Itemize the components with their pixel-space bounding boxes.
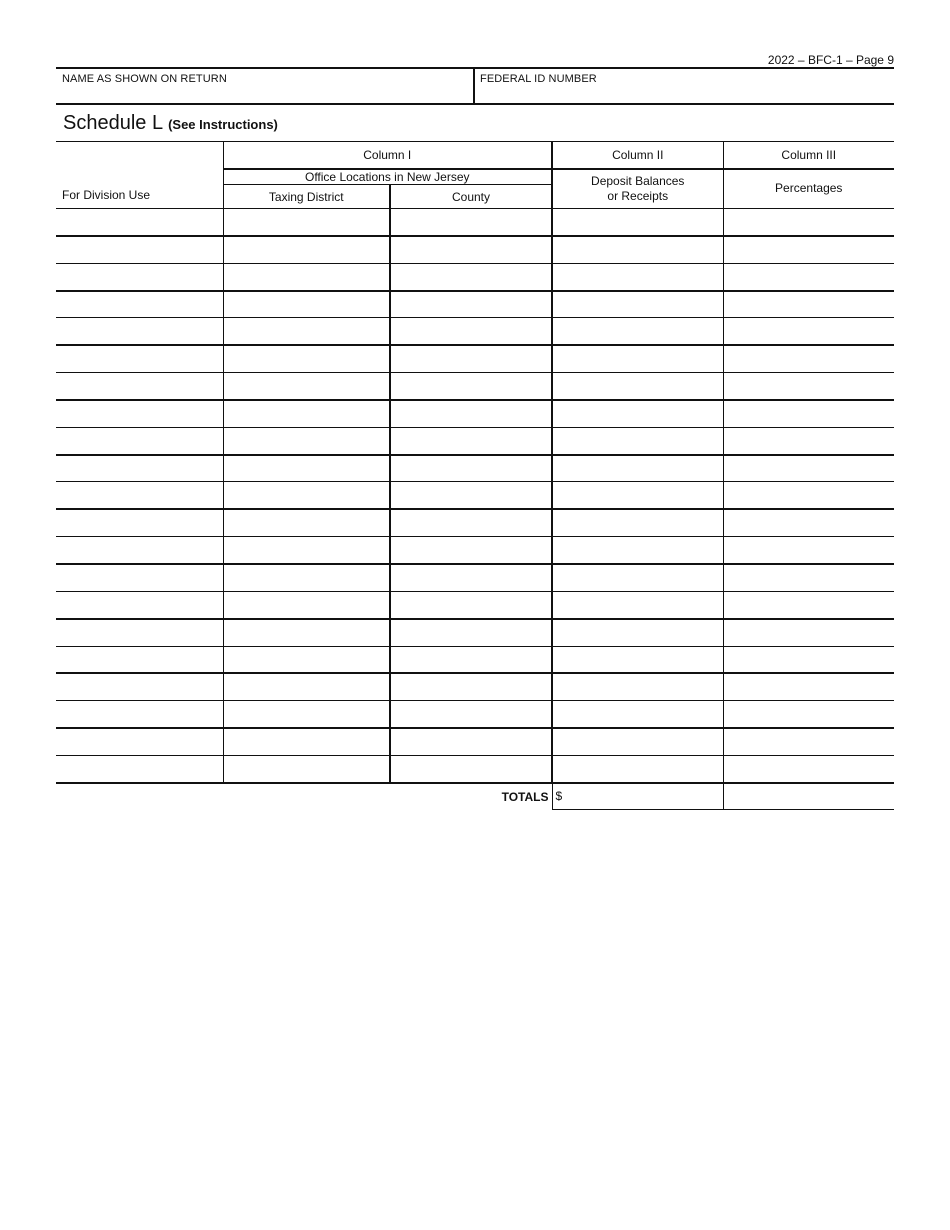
column-1-header: Column I [223, 142, 552, 169]
percentage-cell[interactable] [723, 345, 894, 372]
deposit-balance-cell[interactable] [552, 482, 723, 509]
division-use-cell[interactable] [56, 236, 223, 263]
deposit-balance-cell[interactable] [552, 263, 723, 290]
percentage-cell[interactable] [723, 755, 894, 782]
division-use-cell[interactable] [56, 291, 223, 318]
percentage-cell[interactable] [723, 291, 894, 318]
taxing-district-cell[interactable] [223, 236, 390, 263]
deposit-balance-cell[interactable] [552, 209, 723, 236]
county-cell[interactable] [390, 509, 552, 536]
division-use-cell[interactable] [56, 591, 223, 618]
county-cell[interactable] [390, 728, 552, 755]
taxing-district-cell[interactable] [223, 482, 390, 509]
county-cell[interactable] [390, 427, 552, 454]
table-row [56, 455, 894, 482]
table-row [56, 755, 894, 782]
taxing-district-cell[interactable] [223, 509, 390, 536]
name-field-label: NAME AS SHOWN ON RETURN [62, 73, 227, 85]
percentage-cell[interactable] [723, 373, 894, 400]
totals-percentage-input[interactable] [723, 783, 894, 810]
header-divider [473, 69, 475, 103]
deposit-balance-cell[interactable] [552, 509, 723, 536]
taxing-district-cell[interactable] [223, 564, 390, 591]
percentage-cell[interactable] [723, 673, 894, 700]
taxing-district-cell[interactable] [223, 345, 390, 372]
percentage-cell[interactable] [723, 619, 894, 646]
county-cell[interactable] [390, 345, 552, 372]
table-row [56, 509, 894, 536]
percentage-cell[interactable] [723, 509, 894, 536]
deposit-balance-cell[interactable] [552, 455, 723, 482]
division-use-cell[interactable] [56, 482, 223, 509]
division-use-cell[interactable] [56, 646, 223, 673]
taxing-district-cell[interactable] [223, 209, 390, 236]
county-cell[interactable] [390, 537, 552, 564]
page-label: 2022 – BFC-1 – Page 9 [767, 53, 894, 67]
deposit-balance-cell[interactable] [552, 646, 723, 673]
division-use-cell[interactable] [56, 455, 223, 482]
percentage-cell[interactable] [723, 209, 894, 236]
column-2-header: Column II [552, 142, 723, 169]
county-cell[interactable] [390, 455, 552, 482]
deposit-balance-cell[interactable] [552, 318, 723, 345]
taxing-district-cell[interactable] [223, 755, 390, 782]
division-use-cell[interactable] [56, 209, 223, 236]
taxing-district-cell[interactable] [223, 400, 390, 427]
schedule-title [63, 112, 278, 135]
schedule-subtitle: (See Instructions) [168, 117, 278, 132]
header-fields [56, 67, 894, 105]
table-row [56, 728, 894, 755]
county-cell[interactable] [390, 209, 552, 236]
county-cell[interactable] [390, 263, 552, 290]
county-header: County [390, 185, 552, 209]
taxing-district-cell[interactable] [223, 701, 390, 728]
table-row [56, 482, 894, 509]
table-row [56, 537, 894, 564]
totals-row [56, 783, 894, 810]
deposit-balance-cell[interactable] [552, 755, 723, 782]
table-row [56, 619, 894, 646]
table-row [56, 400, 894, 427]
division-use-cell[interactable] [56, 373, 223, 400]
percentage-cell[interactable] [723, 400, 894, 427]
deposit-balance-cell[interactable] [552, 373, 723, 400]
percentage-cell[interactable] [723, 728, 894, 755]
table-row [56, 701, 894, 728]
table-row [56, 591, 894, 618]
percentage-cell[interactable] [723, 455, 894, 482]
deposit-balance-cell[interactable] [552, 427, 723, 454]
currency-symbol: $ [555, 789, 563, 804]
taxing-district-cell[interactable] [223, 455, 390, 482]
deposit-balance-cell[interactable] [552, 701, 723, 728]
taxing-district-cell[interactable] [223, 537, 390, 564]
percentage-cell[interactable] [723, 482, 894, 509]
taxing-district-cell[interactable] [223, 646, 390, 673]
taxing-district-cell[interactable] [223, 427, 390, 454]
taxing-district-cell[interactable] [223, 673, 390, 700]
deposit-balance-cell[interactable] [552, 345, 723, 372]
table-row [56, 345, 894, 372]
table-row [56, 427, 894, 454]
percentage-cell[interactable] [723, 236, 894, 263]
percentage-cell[interactable] [723, 263, 894, 290]
table-row [56, 263, 894, 290]
county-cell[interactable] [390, 318, 552, 345]
division-use-cell[interactable] [56, 263, 223, 290]
table-row [56, 209, 894, 236]
column-3-header: Column III [723, 142, 894, 169]
division-use-cell[interactable] [56, 701, 223, 728]
deposit-balance-cell[interactable] [552, 400, 723, 427]
county-cell[interactable] [390, 373, 552, 400]
deposit-balance-cell[interactable] [552, 291, 723, 318]
deposit-balance-cell[interactable] [552, 564, 723, 591]
division-use-header: For Division Use [56, 142, 223, 209]
county-cell[interactable] [390, 701, 552, 728]
percentage-cell[interactable] [723, 537, 894, 564]
division-use-cell[interactable] [56, 755, 223, 782]
taxing-district-cell[interactable] [223, 728, 390, 755]
percentage-cell[interactable] [723, 591, 894, 618]
county-cell[interactable] [390, 646, 552, 673]
deposit-balance-cell[interactable] [552, 673, 723, 700]
table-row [56, 673, 894, 700]
division-use-cell[interactable] [56, 345, 223, 372]
table-row [56, 564, 894, 591]
division-use-cell[interactable] [56, 318, 223, 345]
taxing-district-cell[interactable] [223, 291, 390, 318]
totals-deposit-input[interactable] [552, 783, 723, 810]
office-locations-header: Office Locations in New Jersey [223, 169, 552, 185]
table-row [56, 646, 894, 673]
taxing-district-cell[interactable] [223, 619, 390, 646]
county-cell[interactable] [390, 291, 552, 318]
county-cell[interactable] [390, 482, 552, 509]
taxing-district-header: Taxing District [223, 185, 390, 209]
division-use-cell[interactable] [56, 673, 223, 700]
deposit-balance-cell[interactable] [552, 537, 723, 564]
county-cell[interactable] [390, 619, 552, 646]
taxing-district-cell[interactable] [223, 318, 390, 345]
deposit-balance-cell[interactable] [552, 591, 723, 618]
deposit-balances-line-2: or Receipts [607, 188, 669, 203]
percentage-cell[interactable] [723, 564, 894, 591]
county-cell[interactable] [390, 673, 552, 700]
fein-field-label: FEDERAL ID NUMBER [480, 73, 597, 85]
percentage-cell[interactable] [723, 646, 894, 673]
table-row [56, 291, 894, 318]
table-row [56, 318, 894, 345]
deposit-balance-cell[interactable] [552, 728, 723, 755]
county-cell[interactable] [390, 400, 552, 427]
taxing-district-cell[interactable] [223, 591, 390, 618]
percentage-cell[interactable] [723, 318, 894, 345]
table-row [56, 236, 894, 263]
division-use-cell[interactable] [56, 619, 223, 646]
deposit-balance-cell[interactable] [552, 236, 723, 263]
taxing-district-cell[interactable] [223, 263, 390, 290]
totals-label: TOTALS [56, 783, 552, 810]
percentage-cell[interactable] [723, 427, 894, 454]
division-use-cell[interactable] [56, 400, 223, 427]
county-cell[interactable] [390, 236, 552, 263]
table-row [56, 373, 894, 400]
division-use-cell[interactable] [56, 564, 223, 591]
division-use-cell[interactable] [56, 537, 223, 564]
deposit-balances-header [552, 169, 723, 209]
deposit-balance-cell[interactable] [552, 619, 723, 646]
percentages-header: Percentages [775, 181, 843, 196]
schedule-title-text: Schedule L [63, 112, 164, 134]
division-use-cell[interactable] [56, 509, 223, 536]
county-cell[interactable] [390, 591, 552, 618]
county-cell[interactable] [390, 564, 552, 591]
deposit-balances-line-1: Deposit Balances [591, 173, 685, 188]
division-use-cell[interactable] [56, 427, 223, 454]
taxing-district-cell[interactable] [223, 373, 390, 400]
percentage-cell[interactable] [723, 701, 894, 728]
schedule-l-table [56, 141, 894, 810]
county-cell[interactable] [390, 755, 552, 782]
division-use-cell[interactable] [56, 728, 223, 755]
